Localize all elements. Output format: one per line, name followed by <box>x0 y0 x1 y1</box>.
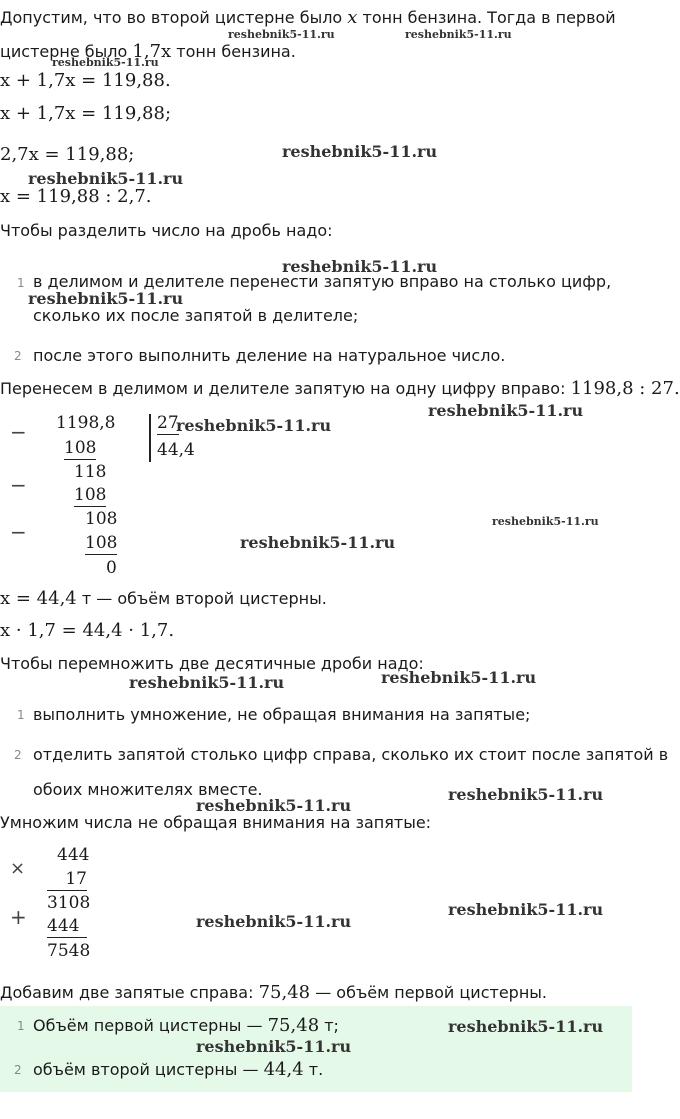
result-second-line: x = 44,4 т — объём второй цистерны. <box>0 588 327 609</box>
watermark: reshebnik5-11.ru <box>448 1017 604 1036</box>
watermark: reshebnik5-11.ru <box>196 912 352 931</box>
expr-75-48: 75,48 <box>258 982 311 1003</box>
list-number: 2 <box>14 349 22 363</box>
division-bar <box>149 414 151 462</box>
watermark: reshebnik5-11.ru <box>448 900 604 919</box>
answer-item-1: Объём первой цистерны — 75,48 т; <box>33 1015 339 1036</box>
list-number: 1 <box>17 276 25 290</box>
watermark: reshebnik5-11.ru <box>381 668 537 687</box>
watermark: reshebnik5-11.ru <box>282 257 438 276</box>
rule-multiply-step-2: отделить запятой столько цифр справа, сколько их стоит после запятой в <box>33 745 669 764</box>
watermark: reshebnik5-11.ru <box>196 796 352 815</box>
division-row: 118 <box>74 462 107 482</box>
rule-divide-step-1-cont: сколько их после запятой в делителе; <box>33 306 359 325</box>
division-row: 108 <box>85 533 118 553</box>
quotient: 44,4 <box>157 440 195 460</box>
var-x: x <box>347 7 358 28</box>
intro-line-2: цистерне было 1,7x тонн бензина. <box>0 41 296 62</box>
list-number: 2 <box>14 748 22 762</box>
watermark: reshebnik5-11.ru <box>52 56 159 69</box>
rule-multiply-heading: Чтобы перемножить две десятичные дроби надо: <box>0 654 424 673</box>
product-total: 7548 <box>47 941 91 961</box>
expr-division: 1198,8 : 27. <box>570 378 680 399</box>
expr-answer-1: 75,48 <box>267 1015 320 1036</box>
multiply-heading: Умножим числа не обращая внимания на запятые: <box>0 813 432 832</box>
dividend: 1198,8 <box>56 413 116 433</box>
watermark: reshebnik5-11.ru <box>228 28 335 41</box>
division-row: 108 <box>74 485 107 505</box>
equation-3: 2,7x = 119,88; <box>0 144 135 165</box>
partial-product-2: 444 <box>47 916 87 938</box>
rule-multiply-step-2-cont: обоих множителях вместе. <box>33 780 263 799</box>
partial-product-1: 3108 <box>47 893 91 913</box>
factor-a: 444 <box>57 845 90 865</box>
plus-sign: + <box>10 905 27 929</box>
rule-divide-heading: Чтобы разделить число на дробь надо: <box>0 221 333 240</box>
watermark: reshebnik5-11.ru <box>282 142 438 161</box>
watermark: reshebnik5-11.ru <box>492 515 599 528</box>
watermark: reshebnik5-11.ru <box>129 673 285 692</box>
expr-answer-2: 44,4 <box>263 1059 304 1080</box>
list-number: 1 <box>17 1019 25 1033</box>
rule-divide-step-2: после этого выполнить деление на натуральное число. <box>33 346 506 365</box>
intro-line-1: Допустим, что во второй цистерне было x тонн бензина. Тогда в первой <box>0 7 616 28</box>
watermark: reshebnik5-11.ru <box>28 169 184 188</box>
mult-expression: x · 1,7 = 44,4 · 1,7. <box>0 620 175 641</box>
minus-sign: − <box>10 520 27 544</box>
watermark: reshebnik5-11.ru <box>405 28 512 41</box>
minus-sign: − <box>10 473 27 497</box>
watermark: reshebnik5-11.ru <box>28 289 184 308</box>
division-remainder: 0 <box>106 558 117 578</box>
watermark: reshebnik5-11.ru <box>176 416 332 435</box>
watermark: reshebnik5-11.ru <box>196 1037 352 1056</box>
equation-2: x + 1,7x = 119,88; <box>0 103 172 124</box>
answer-item-2: объём второй цистерны — 44,4 т. <box>33 1059 324 1080</box>
factor-b: 17 <box>47 869 87 891</box>
times-sign: × <box>10 858 26 879</box>
move-comma-line: Перенесем в делимом и делителе запятую на одну цифру вправо: 1198,8 : 27. <box>0 378 680 399</box>
division-row: 108 <box>85 509 118 529</box>
rule-multiply-step-1: выполнить умножение, не обращая внимания на запятые; <box>33 705 531 724</box>
list-number: 2 <box>14 1063 22 1077</box>
equation-1: x + 1,7x = 119,88. <box>0 70 171 91</box>
rule-divide-step-1: в делимом и делителе перенести запятую вправо на столько цифр, <box>33 272 612 291</box>
divisor: 27 <box>157 413 179 433</box>
division-row: 108 <box>64 438 97 458</box>
minus-sign: − <box>10 420 27 444</box>
equation-4: x = 119,88 : 2,7. <box>0 186 152 207</box>
expr-x-44-4: x = 44,4 <box>0 588 77 609</box>
watermark: reshebnik5-11.ru <box>240 533 396 552</box>
watermark: reshebnik5-11.ru <box>448 785 604 804</box>
list-number: 1 <box>17 708 25 722</box>
add-commas-line: Добавим две запятые справа: 75,48 — объём первой цистерны. <box>0 982 547 1003</box>
expr-1-7x: 1,7x <box>132 41 172 62</box>
watermark: reshebnik5-11.ru <box>428 401 584 420</box>
